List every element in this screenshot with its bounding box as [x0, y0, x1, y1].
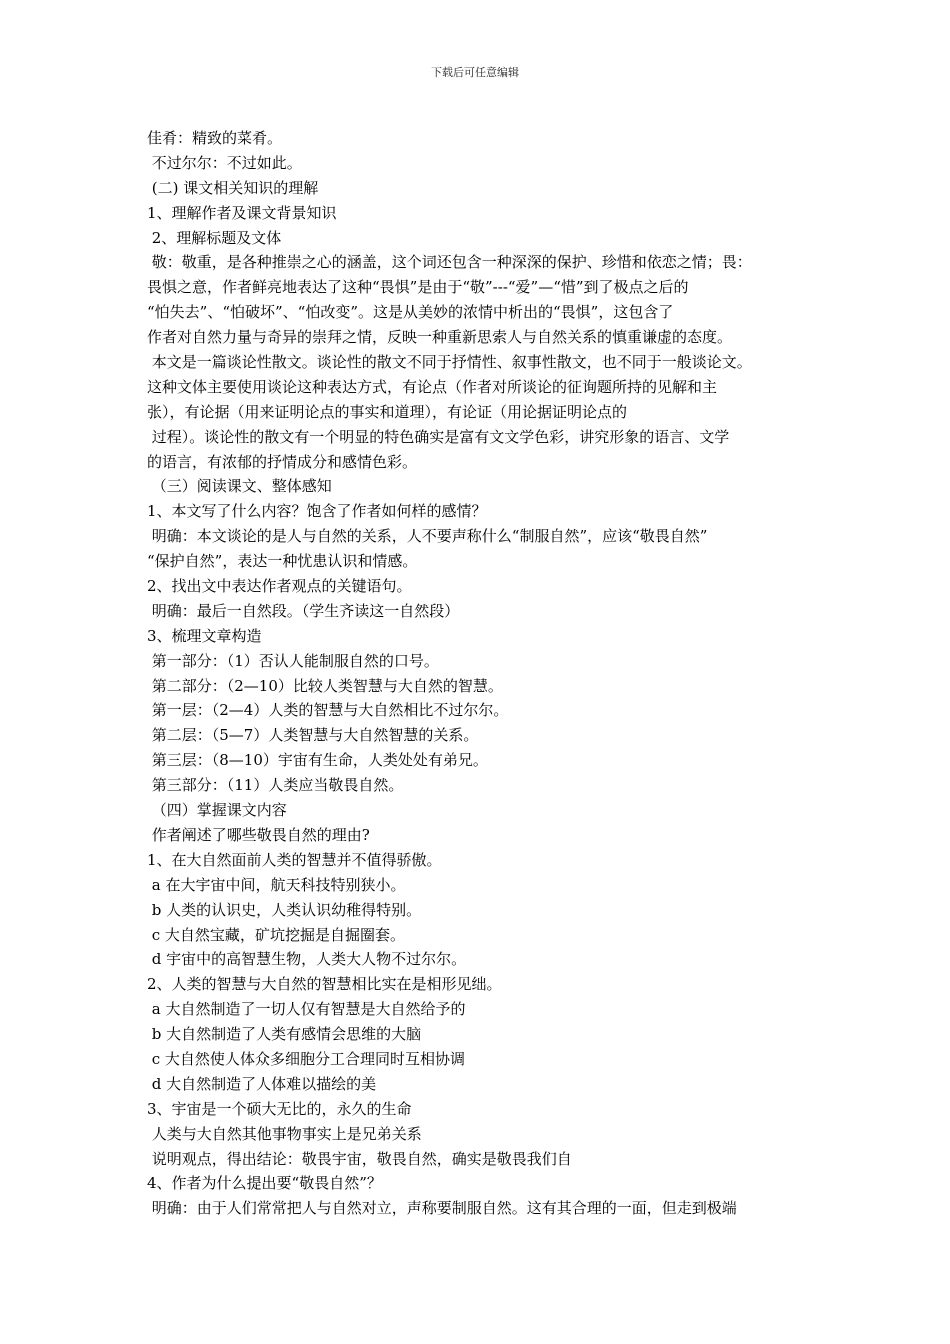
text-line: 的语言，有浓郁的抒情成分和感情色彩。 — [147, 452, 418, 471]
text-line: 明确：由于人们常常把人与自然对立，声称要制服自然。这有其合理的一面，但走到极端 — [147, 1199, 737, 1218]
text-line: b 人类的认识史，人类认识幼稚得特别。 — [147, 900, 422, 919]
text-line: d 宇宙中的高智慧生物，人类大人物不过尔尔。 — [147, 950, 467, 969]
text-line: 第三层：（8—10）宇宙有生命，人类处处有弟兄。 — [147, 751, 488, 770]
text-line: 佳肴：精致的菜肴。 — [147, 129, 283, 147]
text-line: （四）掌握课文内容 — [147, 801, 287, 820]
text-line: 4、作者为什么提出要“敬畏自然”？ — [147, 1174, 382, 1193]
text-line: 第二部分：（2—10）比较人类智慧与大自然的智慧。 — [147, 676, 503, 695]
text-line: c 大自然宝藏，矿坑挖掘是自掘圈套。 — [147, 925, 405, 944]
text-line: 2、人类的智慧与大自然的智慧相比实在是相形见绌。 — [147, 975, 502, 994]
text-line: 3、宇宙是一个硕大无比的，永久的生命 — [147, 1099, 412, 1118]
text-line: 1、在大自然面前人类的智慧并不值得骄傲。 — [147, 850, 442, 869]
text-line: “保护自然”，表达一种忧患认识和情感。 — [147, 552, 418, 571]
text-line: 张），有论据（用来证明论点的事实和道理），有论证（用论据证明论点的 — [147, 402, 628, 421]
text-line: 第三部分：（11）人类应当敬畏自然。 — [147, 776, 404, 795]
text-line: b 大自然制造了人类有感情会思维的大脑 — [147, 1025, 422, 1044]
text-line: 明确：本文谈论的是人与自然的关系，人不要声称什么“制服自然”，应该“敬畏自然” — [147, 527, 708, 546]
text-line: 人类与大自然其他事物事实上是兄弟关系 — [147, 1124, 422, 1143]
text-line: a 大自然制造了一切人仅有智慧是大自然给予的 — [147, 1000, 466, 1019]
text-line: 第一层：（2—4）人类的智慧与大自然相比不过尔尔。 — [147, 701, 509, 720]
text-line: 说明观点，得出结论：敬畏宇宙，敬畏自然，确实是敬畏我们自 — [147, 1149, 572, 1168]
text-line: 过程）。谈论性的散文有一个明显的特色确实是富有文文学色彩，讲究形象的语言、文学 — [147, 427, 730, 446]
text-line: 敬：敬重，是各种推崇之心的涵盖，这个词还包含一种深深的保护、珍惜和依恋之情；畏： — [147, 253, 752, 272]
text-line: 2、找出文中表达作者观点的关键语句。 — [147, 577, 412, 596]
text-line: d 大自然制造了人体难以描绘的美 — [147, 1074, 377, 1093]
text-line: “怕失去”、“怕破坏”、“怕改变”。这是从美妙的浓情中析出的“畏惧”，这包含了 — [147, 303, 674, 322]
text-line: 明确：最后一自然段。（学生齐读这一自然段） — [147, 601, 460, 620]
text-line: 2、理解标题及文体 — [147, 228, 282, 247]
text-line: a 在大宇宙中间，航天科技特别狭小。 — [147, 875, 406, 894]
text-line: 不过尔尔：不过如此。 — [147, 153, 302, 172]
text-line: (二) 课文相关知识的理解 — [147, 178, 319, 197]
document-body — [147, 126, 827, 1221]
text-line: 作者对自然力量与奇异的崇拜之情，反映一种重新思索人与自然关系的慎重谦虚的态度。 — [147, 328, 733, 347]
text-line: 第一部分：（1）否认人能制服自然的口号。 — [147, 651, 439, 670]
text-line: 第二层：（5—7）人类智慧与大自然智慧的关系。 — [147, 726, 479, 745]
text-line: 1、本文写了什么内容？饱含了作者如何样的感情？ — [147, 502, 487, 521]
text-line: 本文是一篇谈论性散文。谈论性的散文不同于抒情性、叙事性散文，也不同于一般谈论文。 — [147, 353, 752, 372]
text-line: （三）阅读课文、整体感知 — [147, 477, 332, 496]
text-line: 1、理解作者及课文背景知识 — [147, 203, 337, 222]
text-line: c 大自然使人体众多细胞分工合理同时互相协调 — [147, 1049, 465, 1068]
text-line: 3、梳理文章构造 — [147, 626, 262, 645]
text-line: 这种文体主要使用谈论这种表达方式，有论点（作者对所谈论的征询题所持的见解和主 — [147, 377, 718, 396]
text-line: 畏惧之意，作者鲜亮地表达了这种“畏惧”是由于“敬”---“爱”—“惜”到了极点之后的 — [147, 278, 689, 297]
text-line: 作者阐述了哪些敬畏自然的理由? — [147, 825, 370, 844]
page-header: 下载后可任意编辑 — [431, 66, 519, 79]
